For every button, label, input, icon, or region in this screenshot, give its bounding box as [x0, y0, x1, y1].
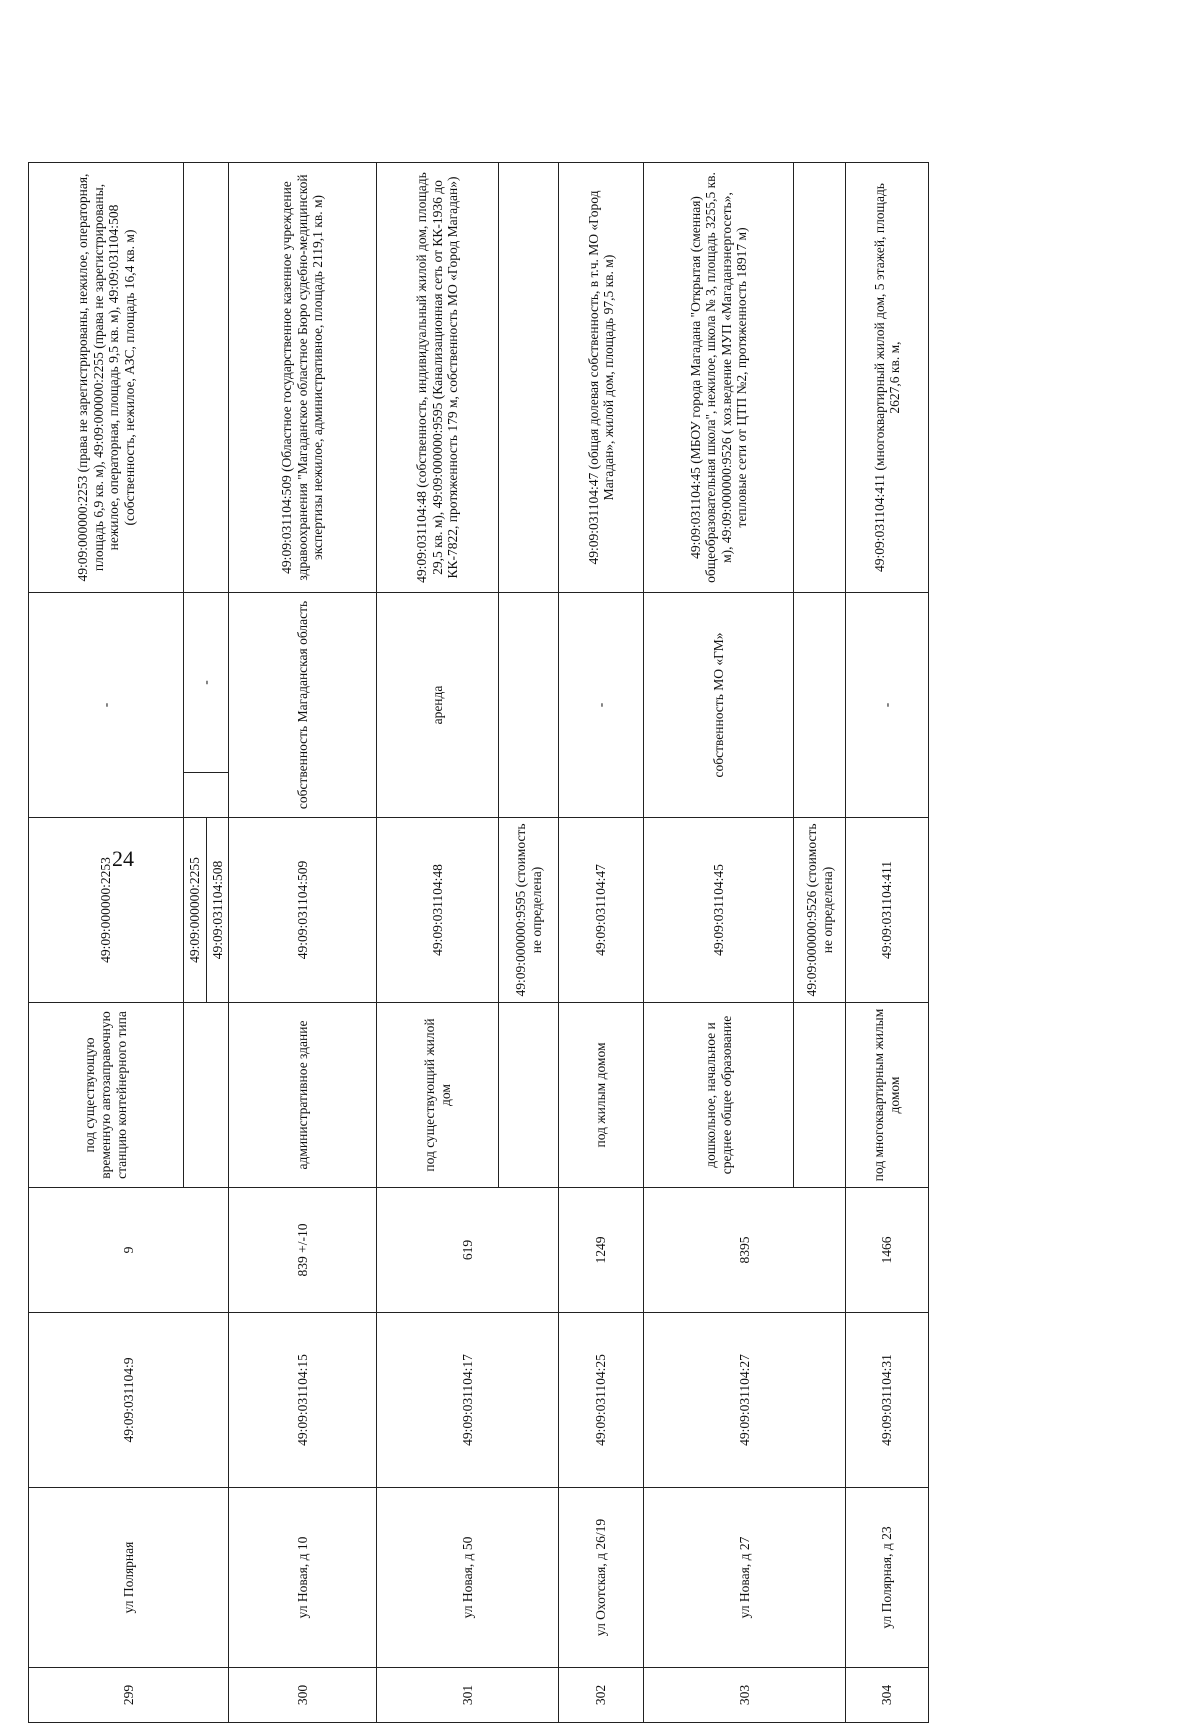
object-cadastral-cell: 49:09:031104:508: [207, 818, 229, 1003]
object-info-cell: 49:09:031104:411 (многоквартирный жилой дом, 5 этажей, площадь 2627,6 кв. м,: [846, 163, 929, 593]
object-info-cell: 49:09:031104:509 (Областное государственное казенное учреждение здравоохранения "Магаданское областное Бюро судебно-медицинской экспертизы нежилое, административное, площадь 2119,1 кв. м): [229, 163, 377, 593]
object-cadastral-cell: 49:09:031104:411: [846, 818, 929, 1003]
object-info-cell-empty: [499, 163, 559, 593]
row-number: 302: [559, 1668, 644, 1723]
right-type-cell-empty: [794, 593, 846, 818]
right-type-cell: собственность МО «ГМ»: [644, 593, 794, 818]
cadastral-number-cell: 49:09:031104:31: [846, 1313, 929, 1488]
area-cell: 9: [29, 1188, 229, 1313]
permitted-use-cell: под жилым домом: [559, 1003, 644, 1188]
row-number: 300: [229, 1668, 377, 1723]
address-cell: ул Охотская, д 26/19: [559, 1488, 644, 1668]
cadastral-number-cell: 49:09:031104:9: [29, 1313, 229, 1488]
right-type-cell: аренда: [377, 593, 499, 818]
object-info-cell: 49:09:031104:48 (собственность, индивидуальный жилой дом, площадь 29,5 кв. м), 49:09:000000:9595 (Канализационная сеть от КК-1936 до КК-7822, протяженность 179 м, собственность МО «Город Магадан»): [377, 163, 499, 593]
area-cell: 1249: [559, 1188, 644, 1313]
address-cell: ул Новая, д 10: [229, 1488, 377, 1668]
table-row: [644, 163, 794, 1723]
object-cadastral-cell: 49:09:000000:2255: [184, 818, 207, 1003]
object-info-cell: 49:09:031104:45 (МБОУ города Магадана "Открытая (сменная) общеобразовательная школа", нежилое, школа № 3, площадь 3255,5 кв. м), 49:09:000000:9526 ( хоз.ведение МУП «Магаданэнергосеть», тепловые сети от ЦТП №2, протяженность 18917 м): [644, 163, 794, 593]
right-type-sub-cell: -: [184, 593, 229, 773]
area-cell: 619: [377, 1188, 559, 1313]
area-cell: 839 +/-10: [229, 1188, 377, 1313]
permitted-use-cell-empty: [184, 1003, 229, 1188]
cadastral-number-cell: 49:09:031104:25: [559, 1313, 644, 1488]
permitted-use-cell: дошкольное, начальное и среднее общее образование: [644, 1003, 794, 1188]
rotated-page-content: [28, 163, 928, 1723]
cadastral-number-cell: 49:09:031104:27: [644, 1313, 846, 1488]
cadastral-number-cell: 49:09:031104:15: [229, 1313, 377, 1488]
address-cell: ул Новая, д 50: [377, 1488, 559, 1668]
permitted-use-cell: под существующий жилой дом: [377, 1003, 499, 1188]
row-number: 304: [846, 1668, 929, 1723]
right-type-cell-empty: [499, 593, 559, 818]
permitted-use-cell: административное здание: [229, 1003, 377, 1188]
row-number: 301: [377, 1668, 559, 1723]
object-info-cell: 49:09:000000:2253 (права не зарегистрированы, нежилое, операторная, площадь 6,9 кв. м), 49:09:000000:2255 (права не зарегистрированы, нежилое, операторная, площадь 9,5 кв. м), 49:09:031104:508 (собственность, нежилое, АЗС, площадь 16,4 кв. м): [29, 163, 184, 593]
right-type-cell-empty: [184, 773, 229, 818]
object-cadastral-cell: 49:09:031104:45: [644, 818, 794, 1003]
page-number: 24: [112, 846, 134, 871]
land-plots-table: [28, 162, 929, 1723]
permitted-use-cell-empty: [794, 1003, 846, 1188]
object-cadastral-cell: 49:09:000000:2253: [29, 818, 184, 1003]
object-cadastral-cell: 49:09:031104:509: [229, 818, 377, 1003]
object-info-cell-empty: [184, 163, 229, 593]
cadastral-number-cell: 49:09:031104:17: [377, 1313, 559, 1488]
table-row: [229, 163, 377, 1723]
row-number: 303: [644, 1668, 846, 1723]
object-cadastral-cell: 49:09:000000:9526 (стоимость не определена): [794, 818, 846, 1003]
address-cell: ул Полярная, д 23: [846, 1488, 929, 1668]
table-row: [559, 163, 644, 1723]
permitted-use-cell: под существующую временную автозаправочную станцию контейнерного типа: [29, 1003, 184, 1188]
object-cadastral-cell: 49:09:000000:9595 (стоимость не определена): [499, 818, 559, 1003]
right-type-cell: -: [559, 593, 644, 818]
address-cell: ул Новая, д 27: [644, 1488, 846, 1668]
right-type-cell: собственность Магаданская область: [229, 593, 377, 818]
table-row: [377, 163, 499, 1723]
object-cadastral-cell: 49:09:031104:48: [377, 818, 499, 1003]
table-row: [29, 163, 184, 1723]
permitted-use-cell-empty: [499, 1003, 559, 1188]
address-cell: ул Полярная: [29, 1488, 229, 1668]
area-cell: 1466: [846, 1188, 929, 1313]
area-cell: 8395: [644, 1188, 846, 1313]
table-row: [846, 163, 929, 1723]
object-info-cell-empty: [794, 163, 846, 593]
row-number: 299: [29, 1668, 229, 1723]
object-cadastral-cell: 49:09:031104:47: [559, 818, 644, 1003]
right-type-cell: -: [846, 593, 929, 818]
permitted-use-cell: под многоквартирным жилым домом: [846, 1003, 929, 1188]
object-info-cell: 49:09:031104:47 (общая долевая собственность, в т.ч. МО «Город Магадан», жилой дом, площадь 97,5 кв. м): [559, 163, 644, 593]
right-type-cell: -: [29, 593, 184, 818]
